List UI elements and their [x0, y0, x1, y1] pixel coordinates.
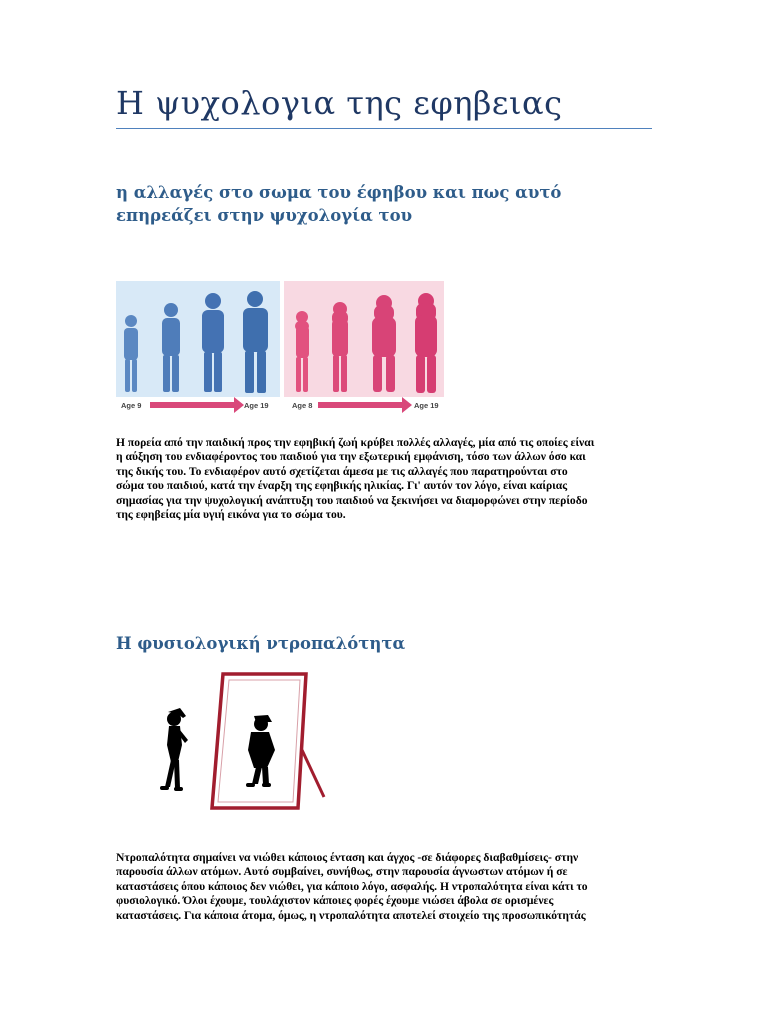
- text-line: σημασίας για την ψυχολογική ανάπτυξη του παιδιού να ξεκινήσει να διαμορφώνει στην περίοδο: [116, 493, 588, 507]
- title-underline: [116, 128, 652, 129]
- growth-illustration: [116, 281, 446, 415]
- heading-line: επηρεάζει στην ψυχολογία του: [116, 206, 413, 225]
- mirror-stand-leg: [302, 750, 324, 797]
- growth-arrow-boys: [150, 397, 244, 413]
- text-line: της εφηβείας μία υγιή εικόνα για το σώμα του.: [116, 508, 346, 522]
- age-label-girls-start: Age 8: [292, 401, 313, 410]
- body-paragraph-adolescence: [116, 436, 646, 522]
- page-title: Η ψυχολογια της εφηβειας: [116, 84, 563, 122]
- heading-line: Η φυσιολογική ντροπαλότητα: [116, 634, 406, 653]
- text-line: φυσιολογικό. Όλοι έχουμε, τουλάχιστον κάποιες φορές έχουμε νιώσει άβολα σε ορισμένες: [116, 894, 554, 908]
- girl-silhouette: [160, 708, 188, 791]
- text-line: Ντροπαλότητα σημαίνει να νιώθει κάποιος ένταση και άγχος -σε διάφορες διαβαθμίσεις- στην: [116, 851, 579, 864]
- mirror-illustration: [150, 670, 335, 815]
- text-line: παρουσία άλλων ατόμων. Αυτό συμβαίνει, συνήθως, στην παρουσία άγνωστων ατόμων ή σε: [116, 865, 568, 879]
- section-heading-shyness: [116, 632, 676, 655]
- section-heading-body-changes: [116, 181, 676, 227]
- text-line: Η πορεία από την παιδική προς την εφηβική ζωή κρύβει πολλές αλλαγές, μία από τις οποίες είναι: [116, 436, 595, 449]
- text-line: η αύξηση του ενδιαφέροντος του παιδιού για την εξωτερική εμφάνιση, τόσο των άλλων όσο και: [116, 450, 586, 464]
- growth-arrow-girls: [318, 397, 412, 413]
- text-line: καταστάσεις όπου κάποιος δεν νιώθει, για κάποιο λόγο, ασφαλής. Η ντροπαλότητα είναι κάτι το: [116, 879, 588, 893]
- text-line: της δικής του. Το ενδιαφέρον αυτό σχετίζεται άμεσα με τις αλλαγές που παρατηρούνται στο: [116, 464, 568, 478]
- age-label-boys-end: Age 19: [244, 401, 269, 410]
- heading-line: η αλλαγές στο σωμα του έφηβου και πως αυτό: [116, 183, 562, 202]
- age-label-boys-start: Age 9: [121, 401, 142, 410]
- text-line: σώμα του παιδιού, κατά την έναρξη της εφηβικής ηλικίας. Γι' αυτόν τον λόγο, είναι καίριας: [116, 479, 568, 493]
- text-line: καταστάσεις. Για κάποια άτομα, όμως, η ντροπαλότητα αποτελεί στοιχείο της προσωπικότητάς: [116, 908, 586, 922]
- body-paragraph-shyness: [116, 851, 646, 923]
- age-label-girls-end: Age 19: [414, 401, 439, 410]
